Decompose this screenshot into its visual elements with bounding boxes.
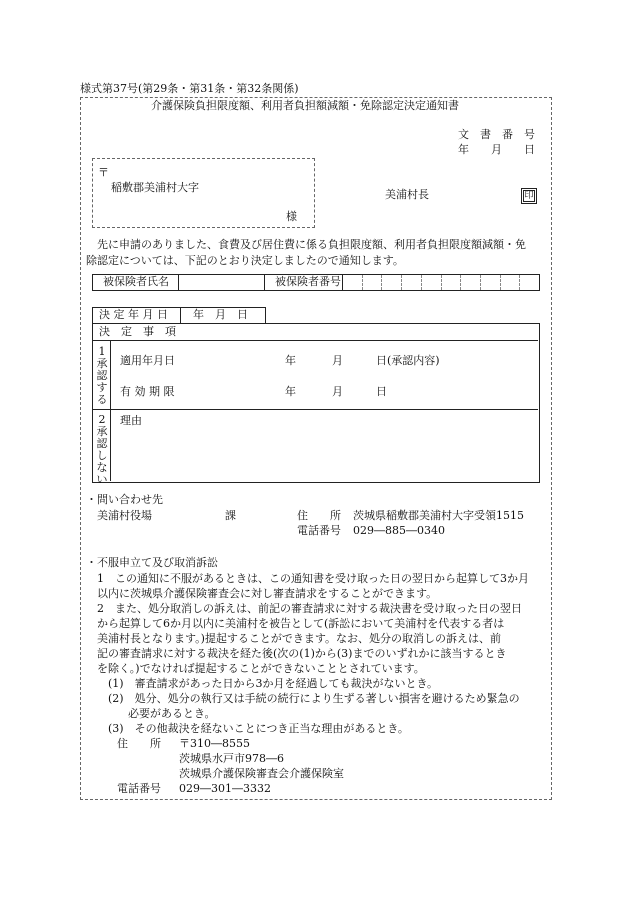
insured-number-digit[interactable] xyxy=(520,275,539,290)
apply-date-label: 適用年月日 xyxy=(120,354,175,367)
reject-label: 2 承 認 し な い xyxy=(96,413,108,486)
appeal-address-line-2: 茨城県介護保険審査会介護保険室 xyxy=(179,767,344,780)
valid-month: 月 xyxy=(332,385,343,398)
appeal-postal: 〒310―8555 xyxy=(179,737,250,750)
inquiry-heading: ・問い合わせ先 xyxy=(86,493,163,506)
decision-date-tab xyxy=(92,307,266,324)
insured-number-digit[interactable] xyxy=(501,275,521,290)
appeal-clause-2-line-2: 必要があるとき。 xyxy=(128,707,216,720)
appeal-clause-1: (1) 審査請求があった日から3か月を経過しても裁決がないとき。 xyxy=(108,677,439,690)
postal-mark: 〒 xyxy=(98,166,109,179)
appeal-address-line-1: 茨城県水戸市978―6 xyxy=(179,752,284,765)
addressee-address: 稲敷郡美浦村大字 xyxy=(111,181,199,194)
form-number: 様式第37号(第29条・第31条・第32条関係) xyxy=(80,82,299,95)
valid-day: 日 xyxy=(376,385,387,398)
valid-period-label: 有 効 期 限 xyxy=(120,385,175,398)
appeal-p2-line-2: から起算して6か月以内に美浦村を被告として(訴訟において美浦村を代表する者は xyxy=(97,617,505,630)
valid-year: 年 xyxy=(285,385,296,398)
appeal-clause-2-line-1: (2) 処分、処分の執行又は手続の続行により生ずる著しい損害を避けるため緊急の xyxy=(108,692,520,705)
inquiry-phone-label: 電話番号 xyxy=(297,524,341,537)
decision-date-value[interactable]: 年 月 日 xyxy=(193,308,248,321)
inquiry-address: 茨城県稲敷郡美浦村大字受領1515 xyxy=(353,509,524,522)
insured-number-field[interactable] xyxy=(343,275,539,290)
seal-mark: 印 xyxy=(521,188,537,204)
appeal-p1-line-1: 1 この通知に不服があるときは、この通知書を受け取った日の翌日から起算して3か月 xyxy=(97,572,529,585)
apply-month: 月 xyxy=(332,354,343,367)
insured-number-digit[interactable] xyxy=(363,275,383,290)
insured-name-field[interactable] xyxy=(179,275,265,290)
appeal-p2-line-1: 2 また、処分取消しの訴えは、前記の審査請求に対する裁決書を受け取った日の翌日 xyxy=(97,602,522,615)
insured-number-digit[interactable] xyxy=(442,275,462,290)
appeal-p2-line-5: を除く。)でなければ提起することができないこととされています。 xyxy=(97,662,425,675)
inquiry-phone: 029―885―0340 xyxy=(353,524,445,537)
intro-line-1: 先に申請のありました、食費及び居住費に係る負担限度額、利用者負担限度額減額・免 xyxy=(97,238,526,251)
appeal-p1-line-2: 以内に茨城県介護保険審査会に対し審査請求をすることができます。 xyxy=(97,587,438,600)
approve-label: 1 承 認 す る xyxy=(96,345,108,406)
appeal-phone: 029―301―3332 xyxy=(179,782,271,795)
insured-number-digit[interactable] xyxy=(422,275,442,290)
appeal-clause-3: (3) その他裁決を経ないことにつき正当な理由があるとき。 xyxy=(108,722,409,735)
decision-items-divider xyxy=(93,340,538,341)
appeal-phone-label: 電話番号 xyxy=(117,782,161,795)
approve-reject-divider xyxy=(93,409,538,410)
decision-box xyxy=(92,323,540,486)
decision-date-label: 決 定 年 月 日 xyxy=(93,308,181,324)
insured-number-label: 被保険者番号 xyxy=(265,275,343,290)
insured-number-digit[interactable] xyxy=(481,275,501,290)
decision-items-label: 決 定 事 項 xyxy=(99,325,176,338)
insured-name-label: 被保険者氏名 xyxy=(93,275,179,290)
issue-date-label: 年 月 日 xyxy=(458,143,535,156)
apply-day-approval: 日(承認内容) xyxy=(376,354,440,367)
inquiry-office: 美浦村役場 xyxy=(97,509,152,522)
inquiry-section: 課 xyxy=(225,509,236,522)
apply-year: 年 xyxy=(285,354,296,367)
insured-number-digit[interactable] xyxy=(343,275,363,290)
insured-number-digit[interactable] xyxy=(402,275,422,290)
addressee-honorific: 様 xyxy=(286,210,297,223)
insured-row xyxy=(92,274,540,291)
inquiry-address-label: 住 所 xyxy=(297,509,341,522)
side-label-divider xyxy=(110,340,111,481)
appeal-address-label: 住 所 xyxy=(117,737,161,750)
reason-label: 理由 xyxy=(120,414,142,427)
insured-number-digit[interactable] xyxy=(382,275,402,290)
document-title: 介護保険負担限度額、利用者負担額減額・免除認定決定通知書 xyxy=(151,99,459,112)
document-number-label: 文 書 番 号 xyxy=(458,128,535,141)
issuer-name: 美浦村長 xyxy=(385,188,429,201)
appeal-heading: ・不服申立て及び取消訴訟 xyxy=(86,556,218,569)
intro-line-2: 除認定については、下記のとおり決定しましたので通知します。 xyxy=(86,254,404,267)
appeal-p2-line-3: 美浦村長となります。)提起することができます。なお、処分の取消しの訴えは、前 xyxy=(97,632,502,645)
appeal-p2-line-4: 記の審査請求に対する裁決を経た後(次の(1)から(3)までのいずれかに該当するとき xyxy=(97,647,507,660)
insured-number-digit[interactable] xyxy=(461,275,481,290)
